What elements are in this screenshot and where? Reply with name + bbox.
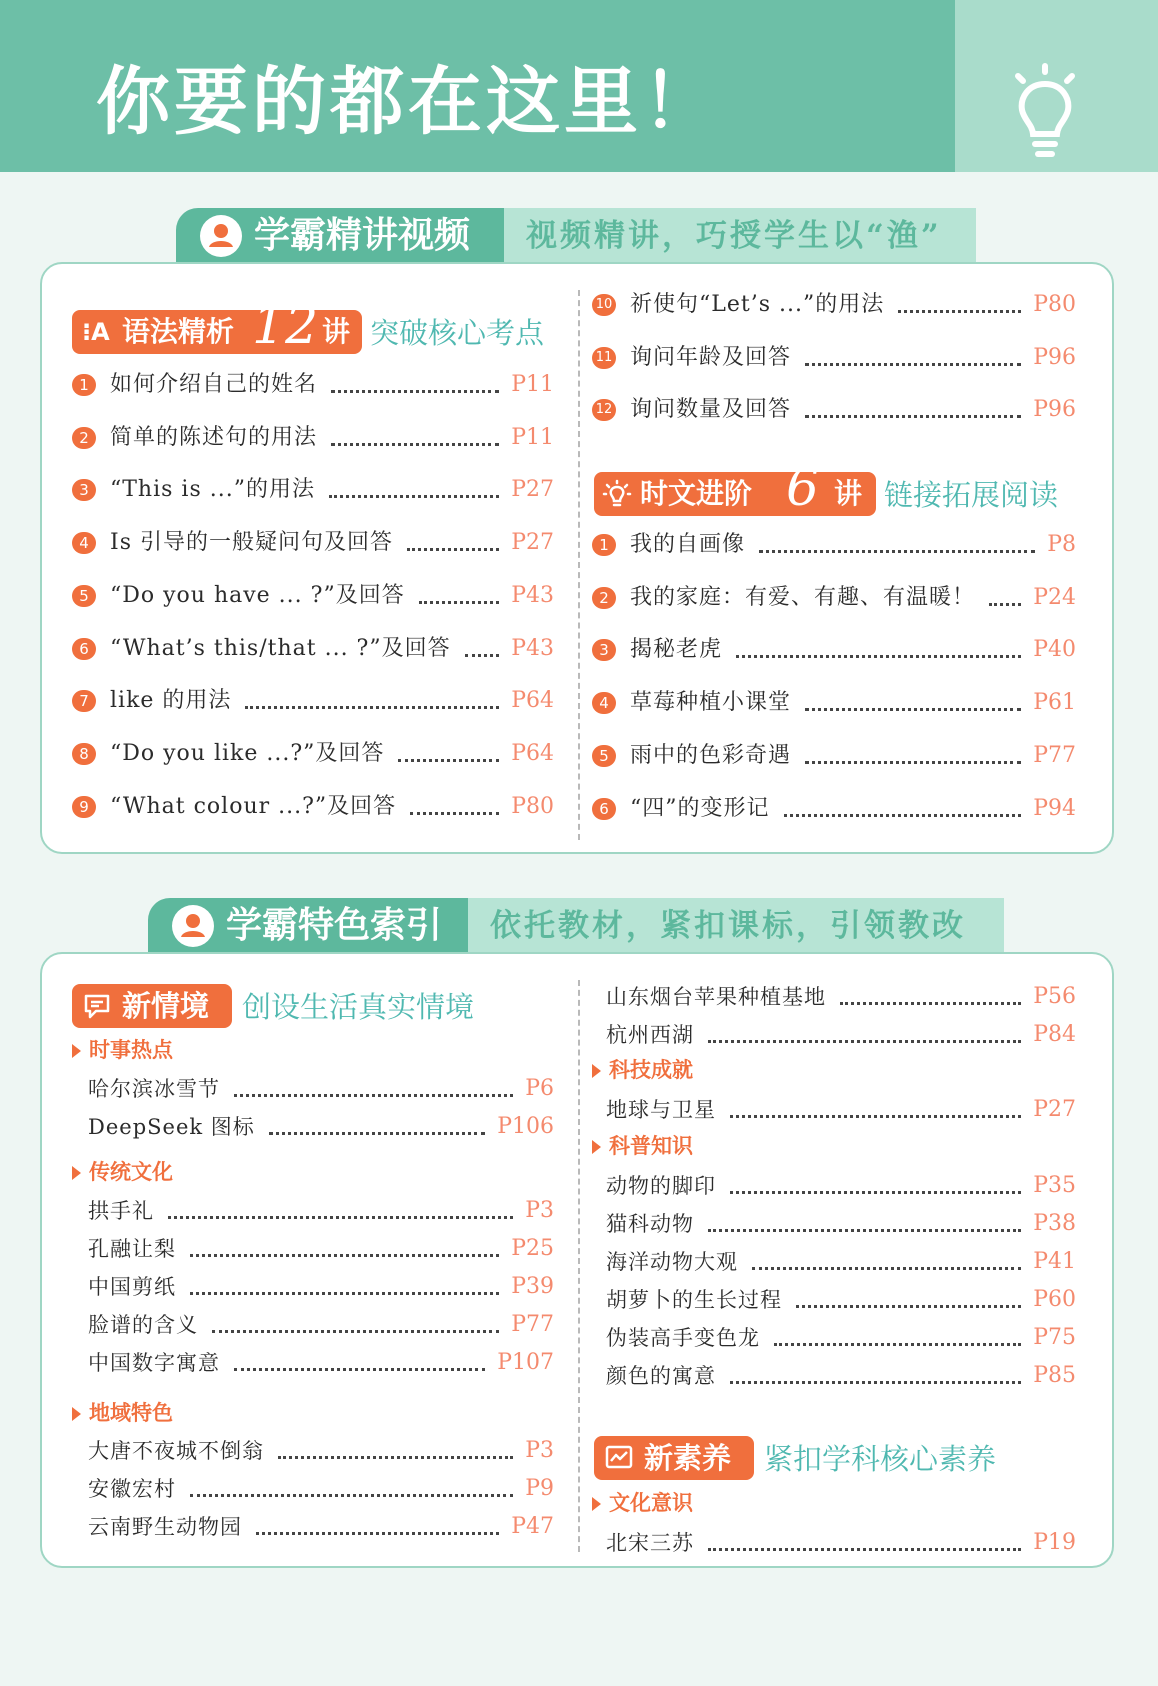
dotted-leader — [805, 761, 1021, 764]
item-page-number: P39 — [511, 1274, 554, 1299]
index-item — [606, 1283, 1076, 1317]
item-page-number: P3 — [525, 1438, 554, 1463]
item-number-badge: 2 — [592, 587, 616, 609]
item-number-badge: 4 — [72, 532, 96, 554]
item-title: 哈尔滨冰雪节 — [88, 1077, 220, 1101]
index-item — [606, 1321, 1076, 1355]
item-number-badge: 12 — [592, 399, 616, 421]
dotted-leader — [190, 1254, 499, 1257]
item-page-number: P84 — [1033, 1022, 1076, 1047]
item-title: 中国数字寓意 — [88, 1351, 220, 1375]
xinqingjing-label: 新情境 — [122, 989, 210, 1023]
item-title: 我的家庭：有爱、有趣、有温暖！ — [630, 584, 976, 610]
category-label: 科普知识 — [609, 1134, 693, 1158]
item-number-badge: 3 — [72, 479, 96, 501]
reading-count: 6 — [786, 458, 820, 518]
dotted-leader — [329, 495, 499, 498]
item-page-number: P60 — [1033, 1287, 1076, 1312]
item-title: 动物的脚印 — [606, 1174, 716, 1198]
item-number-badge: 1 — [592, 534, 616, 556]
section1-tab — [176, 208, 976, 264]
item-title: 杭州西湖 — [606, 1023, 694, 1047]
xinsuyang-label: 新素养 — [644, 1441, 732, 1475]
dotted-leader — [840, 1002, 1021, 1005]
item-page-number: P40 — [1033, 637, 1076, 663]
item-page-number: P77 — [511, 1312, 554, 1337]
item-title: 山东烟台苹果种植基地 — [606, 985, 826, 1009]
index-item — [88, 1232, 554, 1266]
grammar-item — [72, 632, 554, 666]
item-title: 拱手礼 — [88, 1199, 154, 1223]
item-title: 揭秘老虎 — [630, 637, 723, 663]
item-title: 地球与卫星 — [606, 1098, 716, 1122]
item-title: 简单的陈述句的用法 — [110, 424, 318, 450]
triangle-bullet-icon — [72, 1166, 81, 1180]
item-page-number: P43 — [511, 582, 554, 608]
dotted-leader — [752, 1267, 1021, 1270]
grammar-item — [72, 737, 554, 771]
item-number-badge: 6 — [592, 798, 616, 820]
item-page-number: P77 — [1033, 742, 1076, 768]
dotted-leader — [245, 706, 499, 709]
grammar-count: 12 — [252, 296, 319, 356]
grammar-subtitle: 突破核心考点 — [370, 316, 545, 350]
reading-item — [592, 686, 1076, 720]
category-label: 地域特色 — [89, 1401, 173, 1425]
dotted-leader — [898, 310, 1021, 313]
triangle-bullet-icon — [592, 1064, 601, 1078]
item-page-number: P9 — [525, 1476, 554, 1501]
item-page-number: P94 — [1033, 795, 1076, 821]
grammar-heading-tag — [72, 296, 362, 356]
index-item — [88, 1346, 554, 1380]
item-page-number: P106 — [497, 1114, 554, 1139]
grammar-label: 语法精析 — [122, 315, 235, 348]
page-title: 你要的都在这里！ — [96, 59, 720, 145]
dotted-leader — [784, 814, 1022, 817]
dotted-leader — [708, 1229, 1021, 1232]
dotted-leader — [736, 655, 1021, 658]
item-page-number: P43 — [511, 635, 554, 661]
item-page-number: P24 — [1033, 584, 1076, 610]
item-title: “Do you like ...?”及回答 — [110, 740, 385, 766]
item-page-number: P41 — [1033, 1249, 1076, 1274]
reading-label: 时文进阶 — [640, 477, 753, 510]
dotted-leader — [410, 812, 499, 815]
category-wenhua — [592, 1488, 693, 1518]
xinqingjing-subtitle: 创设生活真实情境 — [242, 990, 475, 1024]
item-page-number: P25 — [511, 1236, 554, 1261]
item-number-badge: 11 — [592, 347, 616, 369]
dotted-leader — [730, 1115, 1021, 1118]
reading-heading-tag — [594, 458, 876, 518]
grammar-item — [72, 684, 554, 718]
item-page-number: P35 — [1033, 1173, 1076, 1198]
triangle-bullet-icon — [592, 1140, 601, 1154]
item-page-number: P47 — [511, 1514, 554, 1539]
index-item — [88, 1510, 554, 1544]
item-title: 猫科动物 — [606, 1212, 694, 1236]
index-item — [606, 1169, 1076, 1203]
index-item — [606, 1207, 1076, 1241]
index-item — [88, 1072, 554, 1106]
item-title: 海洋动物大观 — [606, 1250, 738, 1274]
dotted-leader — [708, 1040, 1021, 1043]
xinsuyang-tag — [594, 1436, 754, 1480]
item-page-number: P85 — [1033, 1363, 1076, 1388]
item-title: 我的自画像 — [630, 532, 746, 557]
item-title: 北宋三苏 — [606, 1531, 694, 1555]
item-page-number: P107 — [497, 1350, 554, 1375]
bulb-small-icon — [602, 479, 632, 509]
item-number-badge: 5 — [592, 745, 616, 767]
item-title: 草莓种植小课堂 — [630, 690, 792, 716]
grammar-item — [592, 288, 1076, 322]
section1-divider — [578, 290, 580, 840]
item-page-number: P64 — [511, 740, 554, 766]
category-shishi — [72, 1035, 173, 1065]
category-label: 传统文化 — [89, 1160, 173, 1184]
item-title: 中国剪纸 — [88, 1275, 176, 1299]
dotted-leader — [398, 759, 499, 762]
item-number-badge: 2 — [72, 427, 96, 449]
category-label: 科技成就 — [609, 1058, 693, 1082]
item-page-number: P8 — [1047, 532, 1076, 557]
dotted-leader — [331, 443, 499, 446]
index-item — [606, 1018, 1076, 1052]
dotted-leader — [796, 1305, 1021, 1308]
triangle-bullet-icon — [72, 1407, 81, 1421]
grammar-item — [592, 341, 1076, 375]
item-page-number: P80 — [1033, 292, 1076, 317]
dotted-leader — [419, 601, 500, 604]
item-number-badge: 8 — [72, 743, 96, 765]
category-keji — [592, 1055, 693, 1085]
index-item — [88, 1308, 554, 1342]
reading-subtitle: 链接拓展阅读 — [884, 478, 1059, 512]
person-icon — [200, 215, 242, 257]
grammar-item — [72, 473, 554, 507]
dotted-leader — [805, 363, 1021, 366]
grammar-label-suffix: 讲 — [322, 315, 351, 348]
grammar-item — [72, 579, 554, 613]
item-title: 脸谱的含义 — [88, 1313, 198, 1337]
item-page-number: P27 — [1033, 1097, 1076, 1122]
dotted-leader — [190, 1292, 499, 1295]
item-page-number: P38 — [1033, 1211, 1076, 1236]
item-page-number: P96 — [1033, 397, 1076, 423]
item-number-badge: 10 — [592, 294, 616, 316]
index-item — [606, 1245, 1076, 1279]
dotted-leader — [759, 550, 1035, 553]
section2-tab-subtitle: 依托教材，紧扣课标，引领教改 — [490, 908, 966, 944]
index-item — [88, 1472, 554, 1506]
index-item — [88, 1110, 554, 1144]
item-page-number: P96 — [1033, 344, 1076, 370]
dotted-leader — [407, 548, 499, 551]
triangle-bullet-icon — [592, 1497, 601, 1511]
dotted-leader — [269, 1132, 485, 1135]
reading-item — [592, 792, 1076, 826]
dotted-leader — [256, 1532, 499, 1535]
reading-item — [592, 581, 1076, 615]
item-title: “This is ...”的用法 — [110, 477, 315, 503]
grammar-item — [72, 421, 554, 455]
section2-divider — [578, 980, 580, 1552]
item-page-number: P61 — [1033, 690, 1076, 716]
category-label: 时事热点 — [89, 1038, 173, 1062]
category-kepu — [592, 1131, 693, 1161]
item-page-number: P11 — [511, 372, 554, 397]
item-page-number: P6 — [525, 1076, 554, 1101]
grammar-item — [72, 526, 554, 560]
xinsuyang-subtitle: 紧扣学科核心素养 — [764, 1442, 997, 1476]
dotted-leader — [805, 415, 1021, 418]
lightbulb-icon — [1000, 62, 1090, 162]
grammar-item — [72, 790, 554, 824]
item-title: 询问数量及回答 — [630, 397, 792, 423]
reading-item — [592, 528, 1076, 562]
item-title: 询问年龄及回答 — [630, 344, 792, 370]
dotted-leader — [331, 390, 499, 393]
category-chuantong — [72, 1157, 173, 1187]
person-icon — [172, 905, 214, 947]
item-page-number: P27 — [511, 477, 554, 503]
item-page-number: P80 — [511, 793, 554, 819]
item-title: 安徽宏村 — [88, 1477, 176, 1501]
item-title: 孔融让梨 — [88, 1237, 176, 1261]
item-page-number: P64 — [511, 688, 554, 714]
item-title: 胡萝卜的生长过程 — [606, 1288, 782, 1312]
dotted-leader — [774, 1343, 1021, 1346]
item-page-number: P75 — [1033, 1325, 1076, 1350]
item-number-badge: 3 — [592, 639, 616, 661]
dotted-leader — [168, 1216, 513, 1219]
grammar-icon: ⁝A — [82, 318, 110, 346]
xinqingjing-tag — [72, 984, 232, 1028]
dotted-leader — [989, 603, 1021, 606]
chart-icon — [604, 1443, 634, 1473]
reading-item — [592, 739, 1076, 773]
item-title: 祈使句“Let’s ...”的用法 — [630, 292, 885, 317]
item-number-badge: 9 — [72, 796, 96, 818]
section1-tab-title: 学霸精讲视频 — [254, 215, 471, 256]
item-number-badge: 5 — [72, 585, 96, 607]
triangle-bullet-icon — [72, 1044, 81, 1058]
dotted-leader — [730, 1381, 1021, 1384]
section1-tab-subtitle: 视频精讲，巧授学生以“渔” — [526, 218, 942, 254]
category-diyu — [72, 1398, 173, 1428]
item-title: “What’s this/that ... ?”及回答 — [110, 635, 451, 661]
index-item — [606, 1093, 1076, 1127]
item-number-badge: 6 — [72, 638, 96, 660]
item-title: 颜色的寓意 — [606, 1364, 716, 1388]
item-title: “Do you have ... ?”及回答 — [110, 582, 405, 608]
item-title: “四”的变形记 — [630, 795, 770, 821]
index-item — [88, 1194, 554, 1228]
item-title: DeepSeek 图标 — [88, 1115, 255, 1139]
index-item — [88, 1270, 554, 1304]
item-number-badge: 4 — [592, 692, 616, 714]
dotted-leader — [190, 1494, 513, 1497]
item-page-number: P19 — [1033, 1530, 1076, 1555]
item-number-badge: 7 — [72, 690, 96, 712]
dotted-leader — [234, 1368, 485, 1371]
dotted-leader — [234, 1094, 513, 1097]
dotted-leader — [465, 654, 500, 657]
index-item — [606, 980, 1076, 1014]
dotted-leader — [708, 1548, 1021, 1551]
item-page-number: P11 — [511, 424, 554, 450]
item-title: 雨中的色彩奇遇 — [630, 742, 792, 768]
grammar-item — [592, 393, 1076, 427]
dotted-leader — [278, 1456, 513, 1459]
grammar-item — [72, 368, 554, 402]
dotted-leader — [212, 1330, 499, 1333]
item-title: 云南野生动物园 — [88, 1515, 242, 1539]
item-page-number: P27 — [511, 530, 554, 556]
index-item — [606, 1359, 1076, 1393]
dotted-leader — [805, 708, 1021, 711]
item-number-badge: 1 — [72, 374, 96, 396]
section2-tab-title: 学霸特色索引 — [226, 905, 443, 946]
index-item — [606, 1526, 1076, 1560]
section2-tab — [148, 898, 1004, 954]
item-page-number: P3 — [525, 1198, 554, 1223]
item-title: 伪装高手变色龙 — [606, 1326, 760, 1350]
reading-item — [592, 633, 1076, 667]
category-label: 文化意识 — [609, 1491, 693, 1515]
chat-icon — [82, 991, 112, 1021]
item-title: 如何介绍自己的姓名 — [110, 372, 318, 397]
index-item — [88, 1434, 554, 1468]
item-title: Is 引导的一般疑问句及回答 — [110, 530, 393, 556]
dotted-leader — [730, 1191, 1021, 1194]
item-page-number: P56 — [1033, 984, 1076, 1009]
item-title: 大唐不夜城不倒翁 — [88, 1439, 264, 1463]
item-title: “What colour ...?”及回答 — [110, 793, 397, 819]
item-title: like 的用法 — [110, 688, 232, 714]
reading-label-suffix: 讲 — [834, 477, 863, 510]
